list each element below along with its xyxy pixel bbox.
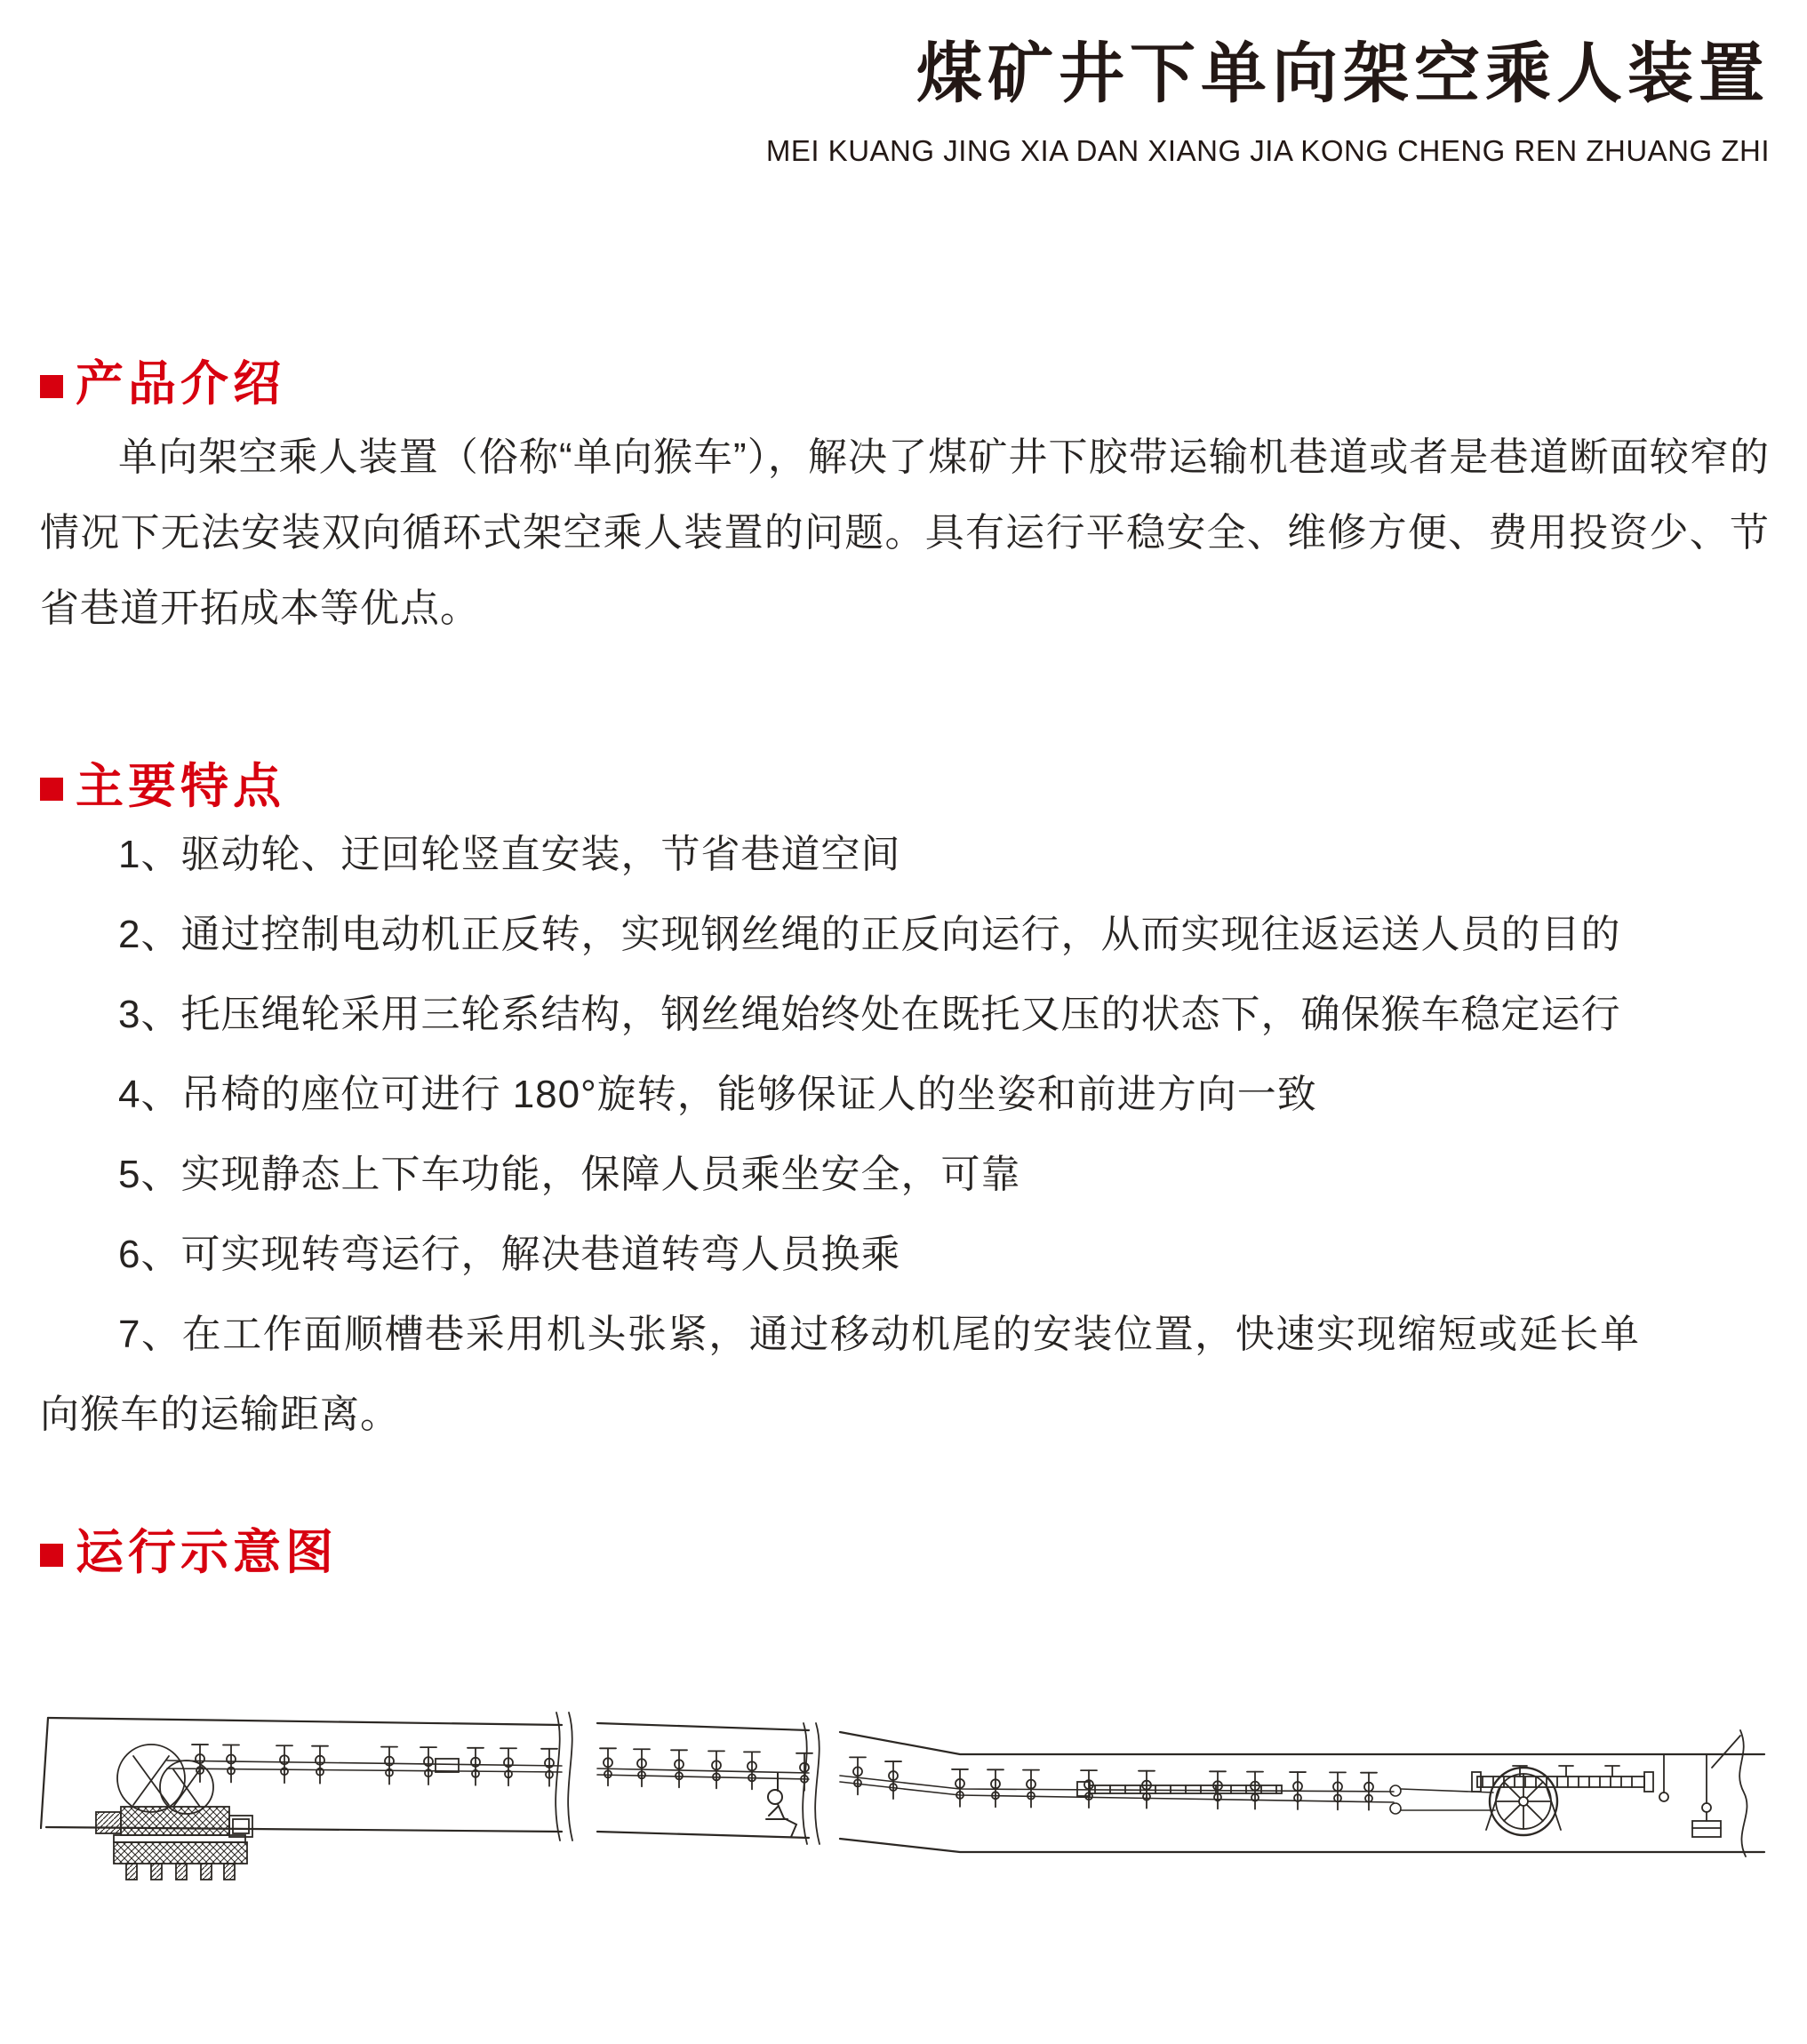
page-title: 煤矿井下单向架空乘人装置 — [916, 36, 1770, 110]
section-features — [40, 758, 1770, 1455]
feature-item: 1、驱动轮、迂回轮竖直安装，节省巷道空间 — [118, 833, 901, 876]
intro-heading — [40, 355, 1770, 412]
feature-item: 4、吊椅的座位可进行 180°旋转，能够保证人的坐姿和前进方向一致 — [118, 1073, 1317, 1116]
red-square-bullet-icon — [40, 375, 63, 398]
feature-list — [40, 815, 1770, 1455]
tail-wheel — [1472, 1766, 1653, 1835]
feature-item: 2、通过控制电动机正反转，实现钢丝绳的正反向运行，从而实现往返运送人员的目的 — [118, 913, 1621, 956]
feature-item: 3、托压绳轮采用三轮系结构，钢丝绳始终处在既托又压的状态下，确保猴车稳定运行 — [118, 993, 1621, 1036]
red-square-bullet-icon — [40, 778, 63, 801]
section-intro — [40, 355, 1770, 646]
feature-item: 6、可实现转弯运行，解决巷道转弯人员换乘 — [118, 1233, 901, 1276]
intro-paragraph: 单向架空乘人装置（俗称“单向猴车”），解决了煤矿井下胶带运输机巷道或者是巷道断面较窄的情况下无法安装双向循环式架空乘人装置的问题。具有运行平稳安全、维修方便、费用投资少、节省巷道开拓成本等优点。 — [40, 435, 1770, 630]
features-heading-label: 主要特点 — [76, 760, 285, 813]
drive-station — [96, 1745, 252, 1880]
feature-item: 5、实现静态上下车功能，保障人员乘坐安全，可靠 — [118, 1153, 1021, 1196]
features-heading — [40, 758, 1770, 815]
diagram-heading-label: 运行示意图 — [76, 1526, 338, 1579]
header — [40, 36, 1770, 169]
cable-line — [167, 1761, 1495, 1814]
diagram-heading — [40, 1524, 1770, 1581]
feature-item: 7、在工作面顺槽巷采用机头张紧，通过移动机尾的安装位置，快速实现缩短或延长单向猴车的运输距离。 — [40, 1313, 1640, 1436]
red-square-bullet-icon — [40, 1544, 63, 1567]
operation-diagram — [40, 1681, 1770, 1894]
rider-figure — [766, 1773, 796, 1837]
section-diagram — [40, 1524, 1770, 1894]
page-subtitle: MEI KUANG JING XIA DAN XIANG JIA KONG CHENG REN ZHUANG ZHI — [765, 134, 1770, 167]
tunnel-outline — [41, 1718, 1764, 1852]
intro-heading-label: 产品介绍 — [76, 357, 285, 411]
